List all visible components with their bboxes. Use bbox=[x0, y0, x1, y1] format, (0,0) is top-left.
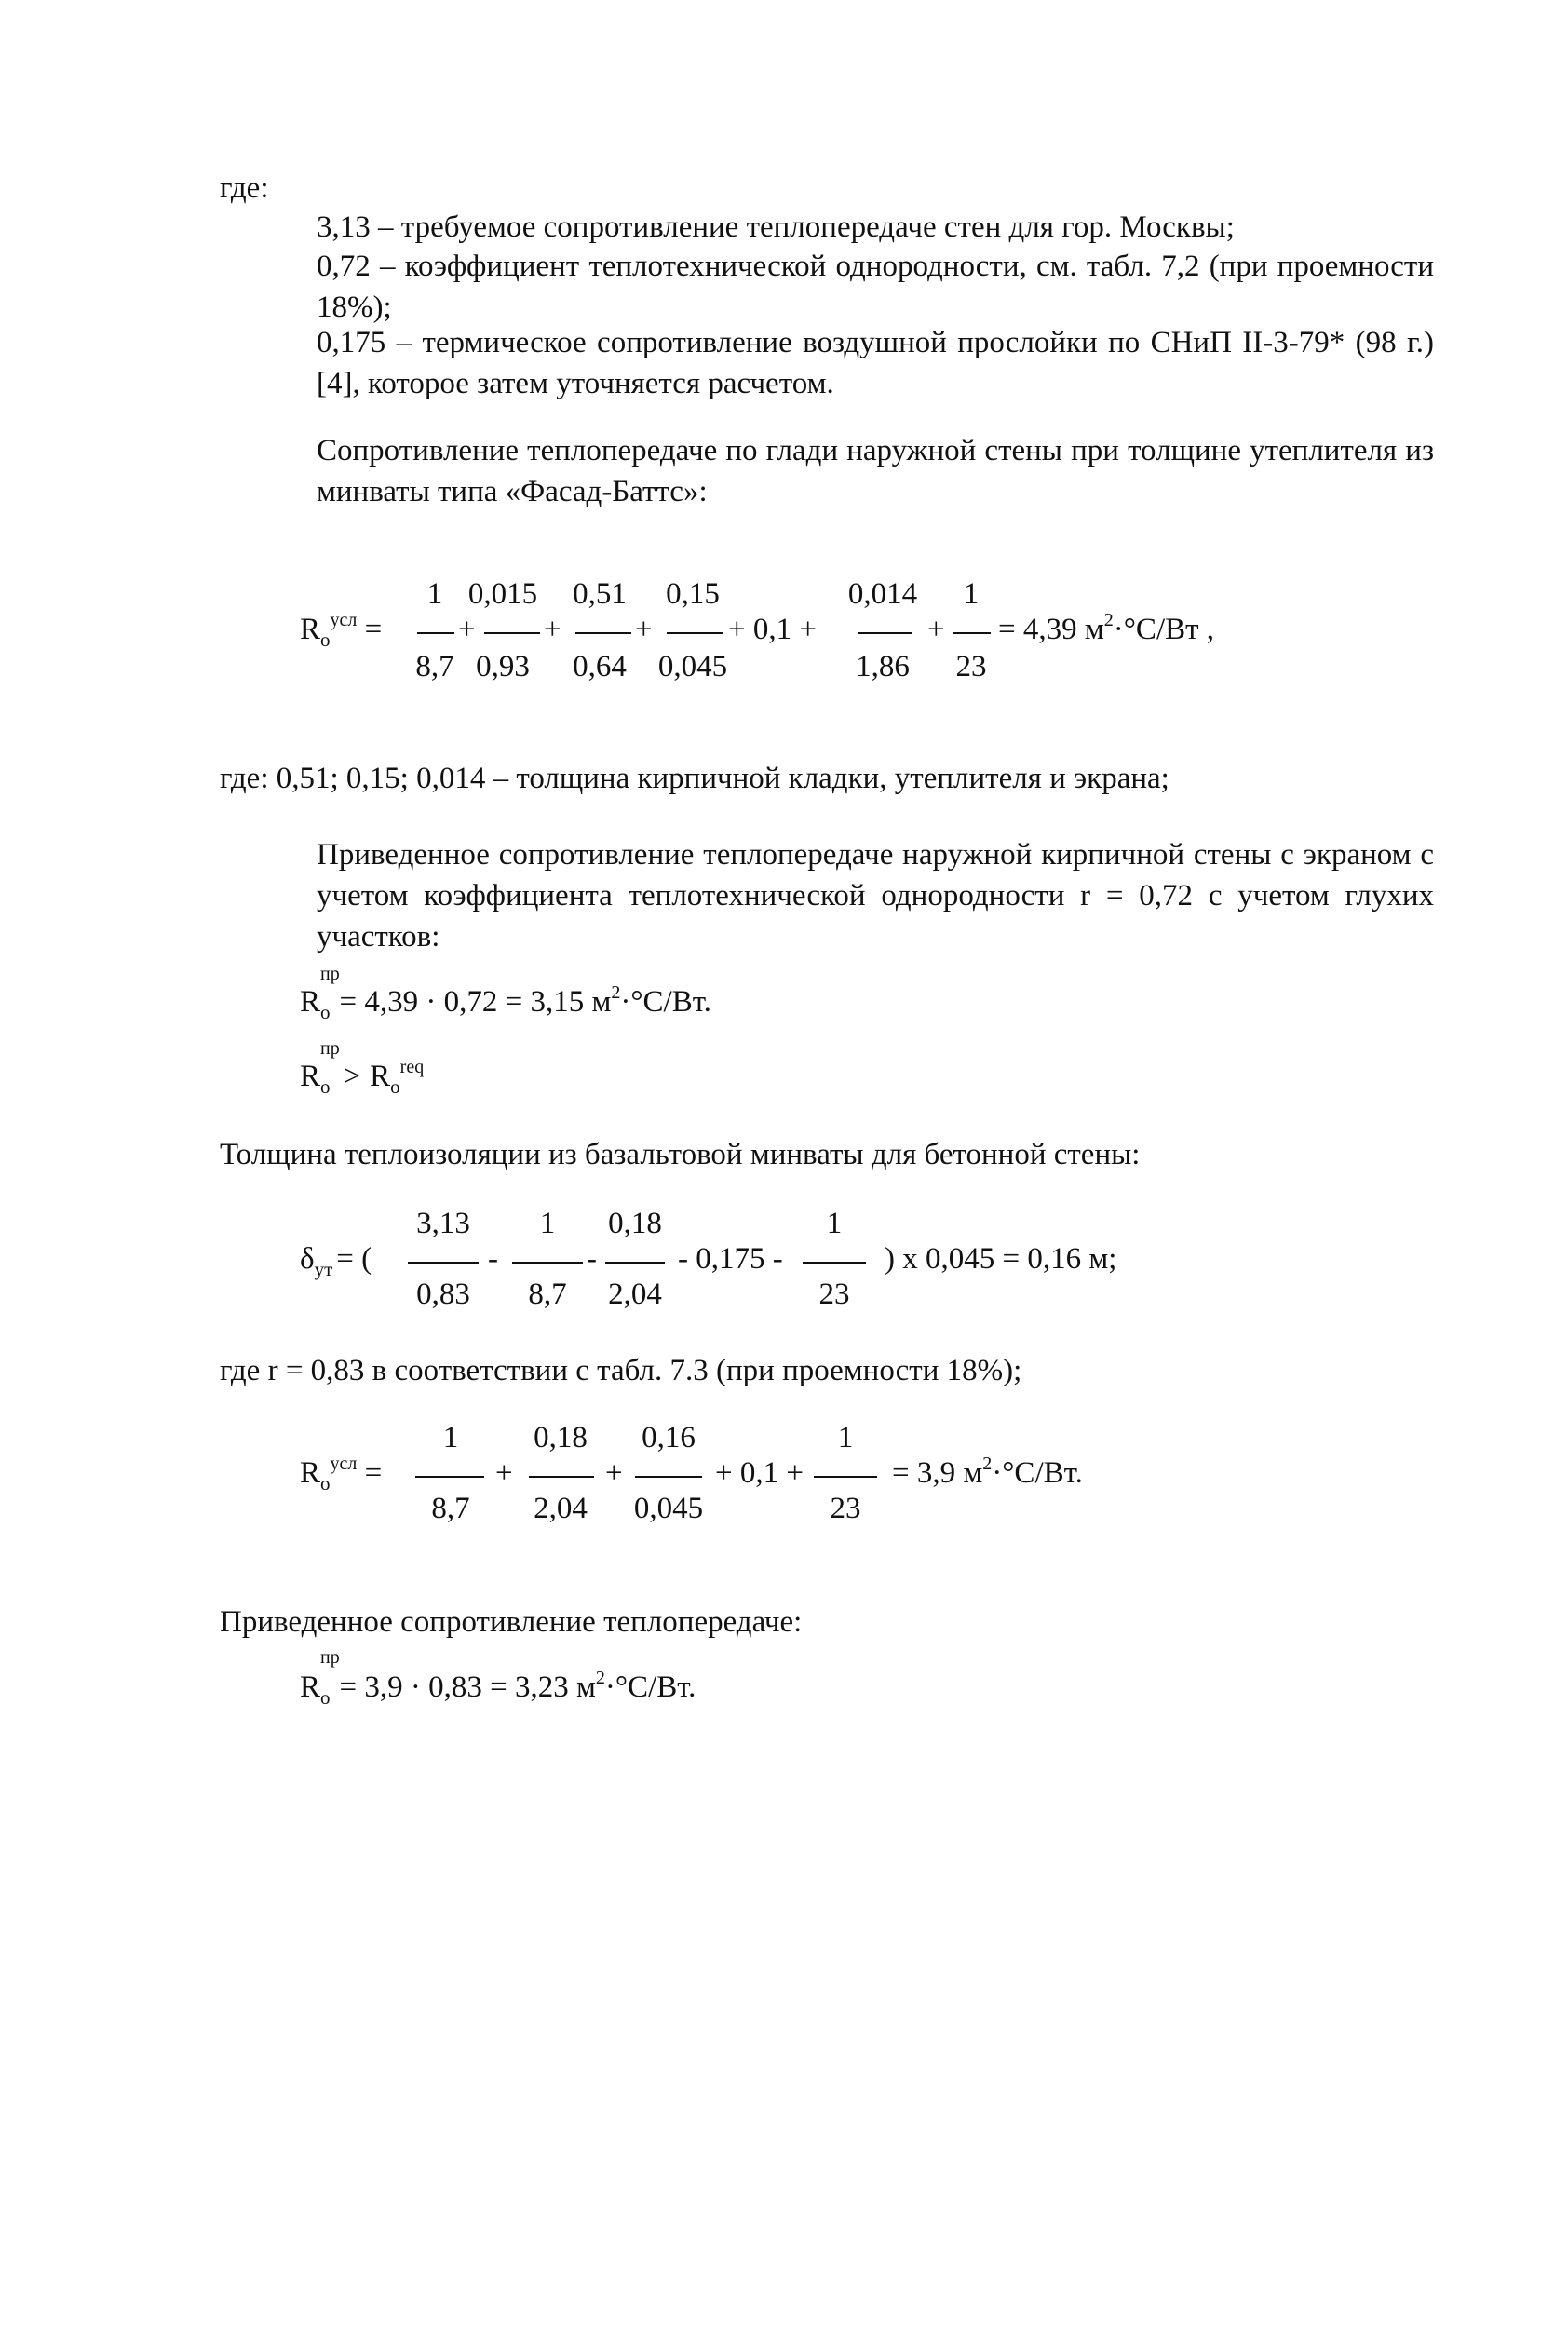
eq1-den-2: 0,93 bbox=[476, 650, 530, 683]
eq4-fraction-bar bbox=[605, 1262, 665, 1264]
eq5-num-2: 0,18 bbox=[534, 1421, 588, 1454]
paragraph-smooth-wall: Сопротивление теплопередаче по глади наружной стены при толщине утеплителя из минваты типа «Фасад-Баттс»: bbox=[317, 434, 1434, 508]
eq1-den-3: 0,64 bbox=[573, 650, 627, 683]
eq5-den-1: 8,7 bbox=[431, 1492, 470, 1525]
eq4-num-1: 3,13 bbox=[416, 1207, 470, 1240]
eq1-fraction-bar bbox=[417, 632, 454, 634]
where-thicknesses: где: 0,51; 0,15; 0,014 – толщина кирпичной кладки, утеплителя и экрана; bbox=[220, 762, 1169, 795]
eq4-num-2: 1 bbox=[539, 1207, 556, 1240]
eq5-result: = 3,9 $м^2\cdot^\circ С/Вт$. bbox=[892, 1454, 1083, 1490]
eq4-den-3: 2,04 bbox=[608, 1278, 662, 1311]
eq5-fraction-bar bbox=[635, 1476, 702, 1478]
eq3-expression: $R_o > R_o^{req}$ bbox=[300, 1057, 425, 1098]
paragraph-insulation-thickness: Толщина теплоизоляции из базальтовой минваты для бетонной стены: bbox=[220, 1138, 1141, 1171]
eq4-fraction-bar bbox=[408, 1262, 479, 1264]
eq5-lhs: $R_o^{усл}$ = bbox=[300, 1454, 383, 1494]
eq1-den-1: 8,7 bbox=[415, 650, 454, 683]
def-required-resistance: 3,13 – требуемое сопротивление теплопередаче стен для гор. Москвы; bbox=[317, 210, 1235, 244]
eq1-den-4: 0,045 bbox=[657, 650, 728, 683]
eq1-fraction-bar bbox=[858, 632, 912, 634]
eq1-fraction-bar bbox=[575, 632, 631, 634]
eq5-den-4: 23 bbox=[830, 1492, 861, 1525]
eq5-num-4: 1 bbox=[837, 1421, 854, 1454]
eq5-middle-term: + 0,1 + bbox=[715, 1456, 804, 1490]
eq1-num-3: 0,51 bbox=[573, 577, 627, 611]
eq1-num-4: 0,15 bbox=[666, 577, 720, 611]
eq4-den-1: 0,83 bbox=[416, 1278, 470, 1311]
eq1-den-5: 1,86 bbox=[856, 650, 910, 683]
eq1-fraction-bar bbox=[667, 632, 723, 634]
def-air-gap-resistance: 0,175 – термическое сопротивление воздушной прослойки по СНиП II-3-79* (98 г.) [4], которое затем уточняется расчетом. bbox=[317, 326, 1434, 400]
eq5-fraction-bar bbox=[529, 1476, 594, 1478]
eq1-num-6: 1 bbox=[963, 577, 980, 611]
eq4-lhs: $\delta_{ут}$ = ( bbox=[300, 1242, 372, 1280]
paragraph-reduced-resistance: Приведенное сопротивление теплопередаче наружной кирпичной стены с экраном с учетом коэффициента теплотехнической однородности r = 0,72 с учетом глухих участков: bbox=[317, 838, 1434, 953]
eq4-result: ) x 0,045 = 0,16 м; bbox=[885, 1242, 1117, 1276]
eq4-num-4: 1 bbox=[826, 1207, 843, 1240]
eq5-fraction-bar bbox=[814, 1476, 877, 1478]
eq5-fraction-bar bbox=[415, 1476, 484, 1478]
eq5-den-2: 2,04 bbox=[534, 1492, 588, 1525]
eq5-den-3: 0,045 bbox=[633, 1492, 704, 1525]
eq1-num-2: 0,015 bbox=[467, 577, 538, 611]
eq4-fraction-bar bbox=[803, 1262, 866, 1264]
where-coefficient: где r = 0,83 в соответствии с табл. 7.3 (при проемности 18%); bbox=[220, 1354, 1022, 1387]
eq6-pr-label: пр bbox=[320, 1647, 340, 1668]
eq1-result: = 4,39 $м^2\cdot^\circ С/Вт$ , bbox=[998, 610, 1215, 646]
eq4-num-3: 0,18 bbox=[608, 1207, 662, 1240]
eq5-num-1: 1 bbox=[442, 1421, 459, 1454]
where-label: где: bbox=[220, 171, 269, 205]
eq3-pr-label: пр bbox=[320, 1038, 340, 1059]
eq4-fraction-bar bbox=[512, 1262, 583, 1264]
eq4-air-gap-term: - 0,175 - bbox=[678, 1242, 783, 1276]
eq1-lhs: $R_o^{усл}$ = bbox=[300, 610, 383, 651]
eq2-expression: $R_o = 4,39 \cdot 0,72 = 3,15$ $м^2\cdot^\circ С/Вт$. bbox=[300, 982, 711, 1023]
eq1-den-6: 23 bbox=[955, 650, 987, 683]
eq1-fraction-bar bbox=[484, 632, 540, 634]
eq6-expression: $R_o = 3,9 \cdot 0,83 = 3,23$ $м^2\cdot^\circ С/Вт$. bbox=[300, 1668, 696, 1709]
eq1-num-5: 0,014 bbox=[847, 577, 918, 611]
eq1-middle-term: + 0,1 + bbox=[728, 613, 817, 646]
eq4-den-4: 23 bbox=[818, 1278, 850, 1311]
eq2-pr-label: пр bbox=[320, 964, 340, 984]
def-homogeneity-coefficient: 0,72 – коэффициент теплотехнической однородности, см. табл. 7,2 (при проемности 18%); bbox=[317, 250, 1434, 324]
eq1-fraction-bar bbox=[953, 632, 991, 634]
eq4-den-2: 8,7 bbox=[528, 1278, 567, 1311]
eq5-num-3: 0,16 bbox=[642, 1421, 696, 1454]
paragraph-reduced-resistance-final: Приведенное сопротивление теплопередаче: bbox=[220, 1605, 803, 1639]
eq1-num-1: 1 bbox=[426, 577, 443, 611]
